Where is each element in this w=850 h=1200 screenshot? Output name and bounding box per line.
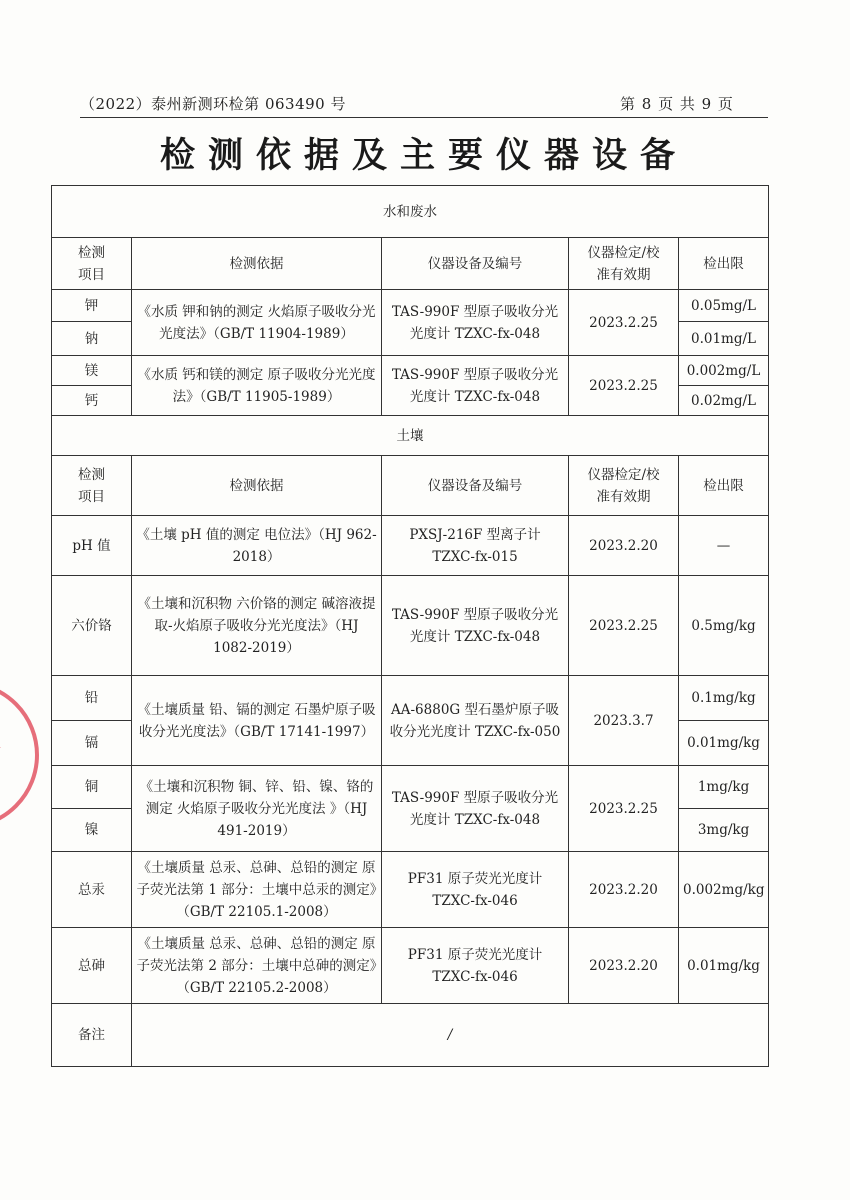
col-header-limit: 检出限 (679, 456, 769, 516)
page-info: 第 8 页 共 9 页 (620, 95, 734, 113)
basis-cell: 《土壤和沉积物 铜、锌、铅、镍、铬的测定 火焰原子吸收分光光度法 》（HJ 491-2019） (132, 766, 382, 852)
basis-cell: 《土壤和沉积物 六价铬的测定 碱溶液提取-火焰原子吸收分光光度法》（HJ 1082-2019） (132, 576, 382, 676)
item-cell: 镁 (52, 356, 132, 386)
validity-cell: 2023.2.20 (569, 516, 679, 576)
limit-cell: 0.01mg/L (679, 322, 769, 356)
table-header-row (52, 238, 769, 290)
item-cell: 钾 (52, 290, 132, 322)
limit-cell: 3mg/kg (679, 809, 769, 852)
item-cell: 镉 (52, 721, 132, 766)
remarks-row (52, 1004, 769, 1067)
instrument-cell: PXSJ-216F 型离子计 TZXC-fx-015 (382, 516, 569, 576)
col-header-instrument: 仪器设备及编号 (382, 456, 569, 516)
item-cell: pH 值 (52, 516, 132, 576)
item-cell: 铅 (52, 676, 132, 721)
col-header-validity: 仪器检定/校 准有效期 (569, 456, 679, 516)
table-row (52, 290, 769, 322)
methods-table (51, 185, 769, 1067)
instrument-cell: PF31 原子荧光光度计 TZXC-fx-046 (382, 852, 569, 928)
report-number: （2022）泰州新测环检第 063490 号 (80, 95, 346, 113)
validity-cell: 2023.2.20 (569, 928, 679, 1004)
basis-cell: 《土壤质量 总汞、总砷、总铅的测定 原子荧光法第 1 部分：土壤中总汞的测定》（GB/T 22105.1-2008） (132, 852, 382, 928)
page-title: 检测依据及主要仪器设备 (159, 136, 688, 176)
item-cell: 钙 (52, 386, 132, 416)
basis-cell: 《土壤质量 总汞、总砷、总铅的测定 原子荧光法第 2 部分：土壤中总砷的测定》（GB/T 22105.2-2008） (132, 928, 382, 1004)
col-header-instrument: 仪器设备及编号 (382, 238, 569, 290)
validity-cell: 2023.2.20 (569, 852, 679, 928)
limit-cell: 0.05mg/L (679, 290, 769, 322)
basis-cell: 《土壤 pH 值的测定 电位法》（HJ 962-2018） (132, 516, 382, 576)
col-header-basis: 检测依据 (132, 456, 382, 516)
remarks-value: / (132, 1004, 769, 1067)
instrument-cell: TAS-990F 型原子吸收分光光度计 TZXC-fx-048 (382, 290, 569, 356)
official-seal-stamp (0, 670, 55, 840)
header-divider (80, 117, 768, 118)
table-row (52, 766, 769, 809)
item-cell: 总砷 (52, 928, 132, 1004)
instrument-cell: TAS-990F 型原子吸收分光光度计 TZXC-fx-048 (382, 356, 569, 416)
table-row (52, 928, 769, 1004)
col-header-basis: 检测依据 (132, 238, 382, 290)
instrument-cell: TAS-990F 型原子吸收分光光度计 TZXC-fx-048 (382, 576, 569, 676)
table-row (52, 516, 769, 576)
limit-cell: 0.01mg/kg (679, 928, 769, 1004)
validity-cell: 2023.2.25 (569, 576, 679, 676)
limit-cell: 0.002mg/kg (679, 852, 769, 928)
validity-cell: 2023.2.25 (569, 766, 679, 852)
remarks-label: 备注 (52, 1004, 132, 1067)
basis-cell: 《土壤质量 铅、镉的测定 石墨炉原子吸收分光光度法》（GB/T 17141-1997） (132, 676, 382, 766)
limit-cell: 0.02mg/L (679, 386, 769, 416)
validity-cell: 2023.3.7 (569, 676, 679, 766)
col-header-limit: 检出限 (679, 238, 769, 290)
item-cell: 总汞 (52, 852, 132, 928)
instrument-cell: PF31 原子荧光光度计 TZXC-fx-046 (382, 928, 569, 1004)
section-soil-label: 土壤 (52, 416, 769, 456)
validity-cell: 2023.2.25 (569, 290, 679, 356)
item-cell: 铜 (52, 766, 132, 809)
table-header-row (52, 456, 769, 516)
item-cell: 六价铬 (52, 576, 132, 676)
limit-cell: 1mg/kg (679, 766, 769, 809)
limit-cell: 0.002mg/L (679, 356, 769, 386)
basis-cell: 《水质 钾和钠的测定 火焰原子吸收分光光度法》（GB/T 11904-1989） (132, 290, 382, 356)
limit-cell: 0.1mg/kg (679, 676, 769, 721)
col-header-validity: 仪器检定/校 准有效期 (569, 238, 679, 290)
validity-cell: 2023.2.25 (569, 356, 679, 416)
limit-cell: — (679, 516, 769, 576)
col-header-item: 检测 项目 (52, 238, 132, 290)
section-water-label: 水和废水 (52, 186, 769, 238)
col-header-item: 检测 项目 (52, 456, 132, 516)
item-cell: 钠 (52, 322, 132, 356)
table-row (52, 852, 769, 928)
table-row (52, 676, 769, 721)
instrument-cell: AA-6880G 型石墨炉原子吸收分光光度计 TZXC-fx-050 (382, 676, 569, 766)
item-cell: 镍 (52, 809, 132, 852)
table-row (52, 356, 769, 386)
table-row (52, 576, 769, 676)
instrument-cell: TAS-990F 型原子吸收分光光度计 TZXC-fx-048 (382, 766, 569, 852)
limit-cell: 0.5mg/kg (679, 576, 769, 676)
limit-cell: 0.01mg/kg (679, 721, 769, 766)
basis-cell: 《水质 钙和镁的测定 原子吸收分光光度法》（GB/T 11905-1989） (132, 356, 382, 416)
